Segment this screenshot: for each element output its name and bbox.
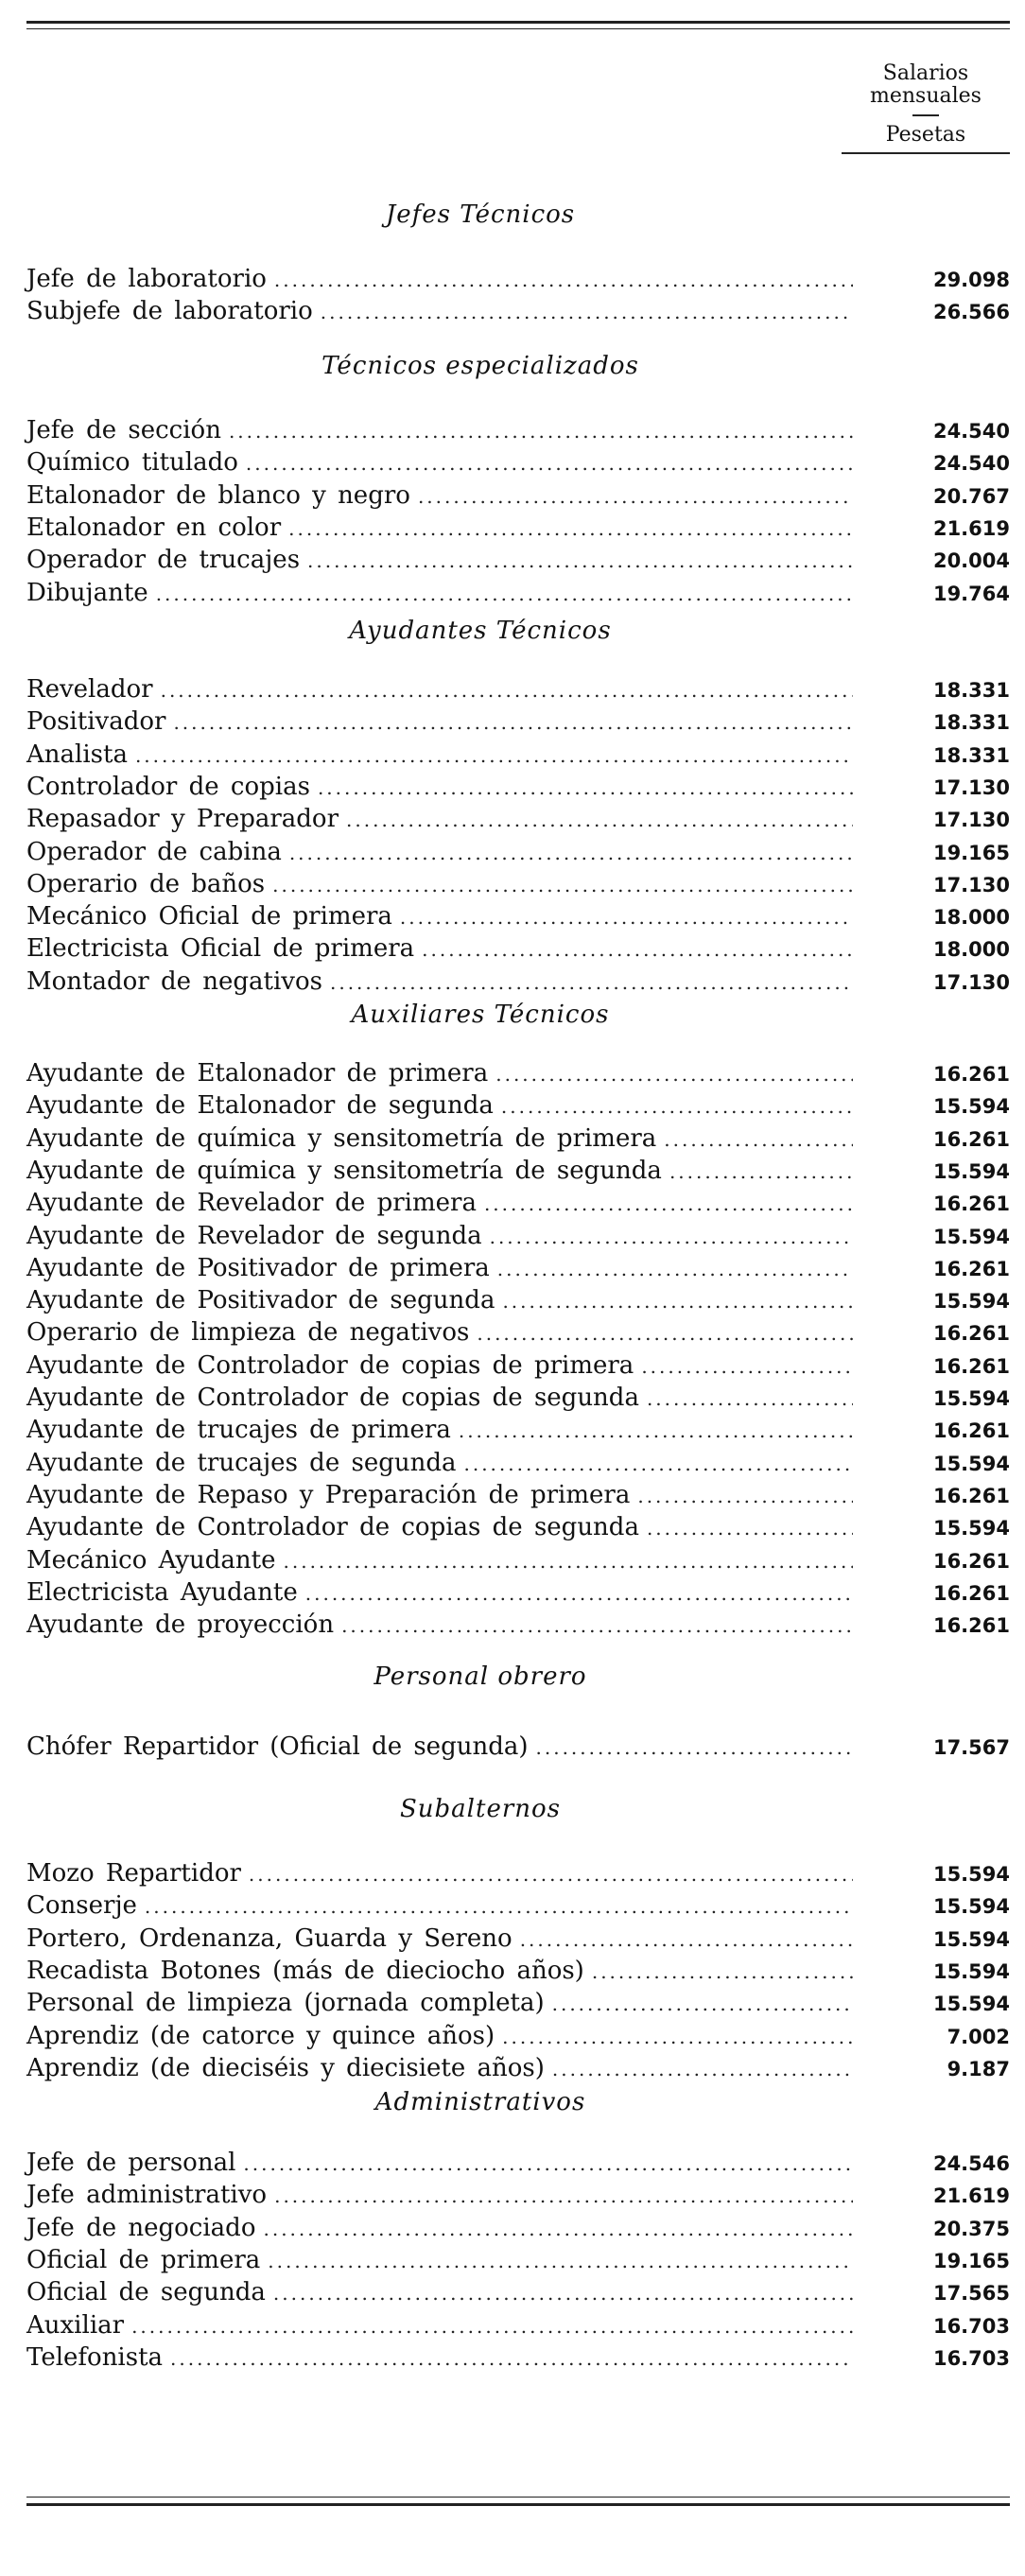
dot-leader [520, 1923, 853, 1956]
dot-leader [135, 740, 853, 772]
salary-row [26, 2244, 1010, 2276]
salary-row [26, 1252, 1010, 1284]
salary-amount: 26.566 [932, 301, 1010, 324]
salary-amount: 16.261 [932, 1614, 1010, 1638]
dot-leader [552, 1988, 853, 2020]
section-title: Técnicos especializados [321, 352, 639, 380]
salary-row [26, 1544, 1010, 1576]
job-title: Etalonador de blanco y negro [26, 480, 410, 510]
salary-row [26, 1955, 1010, 1987]
job-title: Ayudante de Positivador de primera [26, 1253, 490, 1282]
salary-amount: 17.130 [932, 775, 1010, 799]
dot-leader [145, 1890, 853, 1923]
salary-row [26, 1220, 1010, 1252]
dot-leader [664, 1123, 853, 1156]
salary-amount: 19.165 [932, 841, 1010, 864]
salary-amount: 15.594 [932, 1895, 1010, 1919]
salary-amount: 17.565 [932, 2282, 1010, 2306]
salary-amount: 15.594 [932, 1290, 1010, 1314]
job-title: Ayudante de química y sensitometría de segunda [26, 1156, 662, 1185]
salary-amount: 15.594 [932, 1927, 1010, 1951]
job-title: Jefe de laboratorio [26, 265, 267, 293]
job-title: Jefe de negociado [26, 2213, 256, 2242]
job-title: Operario de limpieza de negativos [26, 1318, 470, 1348]
dot-leader [422, 933, 853, 966]
job-title: Ayudante de Controlador de copias de segunda [26, 1513, 639, 1542]
job-title: Electricista Ayudante [26, 1577, 298, 1607]
job-title: Ayudante de Revelador de segunda [26, 1221, 482, 1250]
dot-leader [495, 1058, 853, 1090]
salary-row [26, 1857, 1010, 1889]
salary-row [26, 1987, 1010, 2019]
salary-amount: 9.187 [947, 2057, 1010, 2080]
salary-amount: 17.567 [932, 1736, 1010, 1759]
salary-row [26, 739, 1010, 771]
salary-row [26, 900, 1010, 932]
salary-amount: 7.002 [947, 2025, 1010, 2048]
salary-amount: 15.594 [932, 1517, 1010, 1540]
salary-amount: 24.540 [932, 420, 1010, 443]
section-title: Auxiliares Técnicos [351, 1001, 610, 1029]
salary-amount: 19.165 [932, 2249, 1010, 2272]
dot-leader [318, 772, 853, 804]
dot-leader [289, 837, 853, 869]
salary-row [26, 1479, 1010, 1511]
salary-row [26, 932, 1010, 965]
dot-leader [536, 1732, 854, 1764]
salary-amount: 15.594 [932, 1959, 1010, 1983]
job-title: Auxiliar [26, 2310, 125, 2340]
salary-row [26, 2179, 1010, 2211]
salary-row [26, 263, 1010, 295]
job-title: Operario de baños [26, 869, 266, 898]
job-title: Aprendiz (de catorce y quince años) [26, 2021, 495, 2050]
dot-leader [647, 1383, 853, 1415]
job-title: Ayudante de Positivador de segunda [26, 1286, 495, 1315]
salary-amount: 16.261 [932, 1354, 1010, 1378]
salary-row [26, 705, 1010, 738]
job-title: Ayudante de Controlador de copias de primera [26, 1350, 634, 1380]
job-title: Recadista Botones (más de dieciocho años) [26, 1956, 584, 1985]
salary-row [26, 1576, 1010, 1609]
job-title: Ayudante de Revelador de primera [26, 1189, 477, 1218]
job-title: Ayudante de trucajes de segunda [26, 1448, 457, 1477]
dot-leader [502, 1285, 853, 1317]
salary-amount: 16.703 [932, 2314, 1010, 2338]
job-title: Jefe administrativo [26, 2181, 268, 2210]
salary-row [26, 1447, 1010, 1479]
salary-amount: 15.594 [932, 1387, 1010, 1410]
header-dash [912, 114, 939, 116]
salary-row [26, 2276, 1010, 2308]
dot-leader [263, 2213, 853, 2245]
job-title: Personal de limpieza (jornada completa) [26, 1989, 545, 2018]
salary-amount: 15.594 [932, 1863, 1010, 1886]
salary-amount: 17.130 [932, 809, 1010, 832]
dot-leader [637, 1480, 853, 1512]
salary-row [26, 577, 1010, 609]
salary-amount: 18.331 [932, 743, 1010, 767]
salary-amount: 17.130 [932, 873, 1010, 896]
salary-amount: 16.703 [932, 2346, 1010, 2370]
salary-row [26, 512, 1010, 544]
dot-leader [249, 1858, 853, 1890]
dot-leader [463, 1448, 853, 1480]
salary-row [26, 1731, 1010, 1763]
salary-amount: 18.000 [932, 906, 1010, 930]
dot-leader [131, 2310, 853, 2342]
salary-amount: 15.594 [932, 1225, 1010, 1248]
job-title: Telefonista [26, 2342, 164, 2372]
section-title: Subalternos [399, 1795, 562, 1823]
job-title: Positivador [26, 707, 166, 737]
salary-column-header [842, 62, 1010, 154]
salary-header-line1: Salarios [882, 61, 969, 85]
salary-amount: 15.594 [932, 1452, 1010, 1475]
job-title: Montador de negativos [26, 966, 322, 996]
job-title: Jefe de sección [26, 416, 221, 444]
dot-leader [400, 901, 853, 933]
salary-row [26, 966, 1010, 998]
salary-amount: 16.261 [932, 1257, 1010, 1280]
dot-leader [330, 966, 853, 999]
dot-leader [484, 1188, 853, 1220]
dot-leader [307, 545, 853, 577]
salary-row [26, 2309, 1010, 2341]
dot-leader [268, 2245, 853, 2277]
job-title: Electricista Oficial de primera [26, 934, 415, 964]
dot-leader [243, 2148, 853, 2180]
dot-leader [552, 2053, 853, 2085]
dot-leader [497, 1253, 853, 1285]
salary-row [26, 1089, 1010, 1122]
salary-row [26, 2341, 1010, 2374]
salary-amount: 24.540 [932, 452, 1010, 476]
salary-row [26, 1382, 1010, 1414]
dot-leader [346, 804, 853, 836]
dot-leader [418, 480, 853, 513]
job-title: Ayudante de química y sensitometría de primera [26, 1123, 657, 1153]
salary-amount: 19.764 [932, 582, 1010, 605]
job-title: Ayudante de Repaso y Preparación de primera [26, 1480, 631, 1509]
salary-row [26, 446, 1010, 479]
job-title: Subjefe de laboratorio [26, 297, 313, 326]
dot-leader [156, 578, 853, 610]
salary-row [26, 295, 1010, 327]
salary-amount: 20.004 [932, 549, 1010, 573]
salary-row [26, 1123, 1010, 1155]
salary-amount: 17.130 [932, 970, 1010, 994]
job-title: Aprendiz (de dieciséis y diecisiete años) [26, 2053, 545, 2082]
job-title: Mozo Repartidor [26, 1859, 241, 1888]
salary-row [26, 673, 1010, 705]
top-double-rule [26, 21, 1010, 29]
dot-leader [170, 2342, 853, 2375]
job-title: Ayudante de proyección [26, 1610, 335, 1640]
dot-leader [229, 415, 853, 447]
dot-leader [274, 264, 853, 296]
salary-amount: 21.619 [932, 2184, 1010, 2208]
dot-leader [669, 1156, 853, 1188]
salary-row [26, 836, 1010, 868]
dot-leader [272, 869, 853, 901]
job-title: Analista [26, 740, 128, 769]
job-title: Jefe de personal [26, 2149, 236, 2177]
dot-leader [273, 2277, 853, 2309]
salary-row [26, 479, 1010, 512]
salary-amount: 21.619 [932, 516, 1010, 540]
salary-row [26, 1511, 1010, 1543]
job-title: Mecánico Ayudante [26, 1545, 276, 1575]
salary-row [26, 2052, 1010, 2084]
salary-row [26, 1349, 1010, 1382]
salary-row [26, 771, 1010, 803]
dot-leader [592, 1956, 853, 1988]
salary-amount: 15.594 [932, 1095, 1010, 1119]
salary-amount: 18.000 [932, 938, 1010, 962]
salary-amount: 29.098 [932, 269, 1010, 291]
section-title: Jefes Técnicos [385, 200, 576, 229]
salary-row [26, 1187, 1010, 1219]
salary-amount: 24.546 [932, 2152, 1010, 2175]
dot-leader [501, 1090, 853, 1123]
dot-leader [641, 1350, 853, 1383]
salary-amount: 15.594 [932, 1159, 1010, 1183]
salary-header-line2: mensuales [870, 84, 982, 108]
salary-row [26, 1609, 1010, 1641]
salary-row [26, 1057, 1010, 1089]
job-title: Operador de trucajes [26, 546, 301, 575]
job-title: Oficial de primera [26, 2245, 261, 2274]
job-title: Oficial de segunda [26, 2278, 266, 2307]
job-title: Dibujante [26, 578, 148, 607]
salary-row [26, 1923, 1010, 1955]
salary-amount: 16.261 [932, 1419, 1010, 1443]
section-title: Administrativos [374, 2088, 586, 2116]
dot-leader [173, 706, 853, 739]
dot-leader [341, 1610, 853, 1642]
salary-row [26, 1284, 1010, 1316]
job-title: Ayudante de Controlador de copias de segunda [26, 1384, 639, 1412]
salary-amount: 16.261 [932, 1127, 1010, 1151]
salary-amount: 20.767 [932, 484, 1010, 508]
job-title: Químico titulado [26, 448, 238, 478]
salary-row [26, 1316, 1010, 1349]
salary-row [26, 2147, 1010, 2179]
salary-row [26, 544, 1010, 576]
dot-leader [305, 1577, 853, 1610]
salary-row [26, 868, 1010, 900]
salary-amount: 16.261 [932, 1322, 1010, 1346]
job-title: Mecánico Oficial de primera [26, 902, 392, 931]
salary-amount: 16.261 [932, 1549, 1010, 1573]
currency-header: Pesetas [885, 123, 966, 147]
job-title: Ayudante de trucajes de primera [26, 1416, 451, 1445]
salary-row [26, 1155, 1010, 1187]
job-title: Controlador de copias [26, 772, 310, 801]
job-title: Operador de cabina [26, 837, 282, 866]
salary-row [26, 1889, 1010, 1922]
dot-leader [490, 1221, 853, 1253]
job-title: Portero, Ordenanza, Guarda y Sereno [26, 1923, 512, 1953]
dot-leader [477, 1317, 853, 1349]
salary-amount: 15.594 [932, 1993, 1010, 2016]
salary-amount: 20.375 [932, 2217, 1010, 2240]
salary-amount: 16.261 [932, 1581, 1010, 1605]
dot-leader [647, 1512, 853, 1544]
dot-leader [246, 447, 853, 479]
job-title: Revelador [26, 675, 153, 704]
salary-row [26, 803, 1010, 835]
salary-amount: 16.261 [932, 1484, 1010, 1507]
job-title: Repasador y Preparador [26, 805, 339, 834]
dot-leader [161, 674, 853, 706]
dot-leader [284, 1545, 854, 1577]
dot-leader [274, 2180, 853, 2212]
salary-amount: 16.261 [932, 1063, 1010, 1086]
salary-amount: 16.261 [932, 1192, 1010, 1216]
dot-leader [321, 296, 853, 328]
salary-row [26, 2020, 1010, 2052]
job-title: Conserje [26, 1891, 137, 1921]
bottom-double-rule [26, 2497, 1010, 2506]
salary-row [26, 2212, 1010, 2244]
salary-amount: 18.331 [932, 711, 1010, 735]
salary-row [26, 1414, 1010, 1446]
salary-row [26, 414, 1010, 446]
job-title: Etalonador en color [26, 513, 282, 542]
header-underline [842, 152, 1010, 154]
salary-amount: 18.331 [932, 679, 1010, 702]
job-title: Chófer Repartidor (Oficial de segunda) [26, 1732, 529, 1761]
dot-leader [502, 2021, 853, 2053]
section-title: Ayudantes Técnicos [349, 617, 612, 645]
section-title: Personal obrero [374, 1662, 587, 1691]
job-title: Ayudante de Etalonador de primera [26, 1059, 489, 1088]
dot-leader [288, 513, 853, 545]
job-title: Ayudante de Etalonador de segunda [26, 1091, 494, 1121]
dot-leader [459, 1415, 853, 1447]
